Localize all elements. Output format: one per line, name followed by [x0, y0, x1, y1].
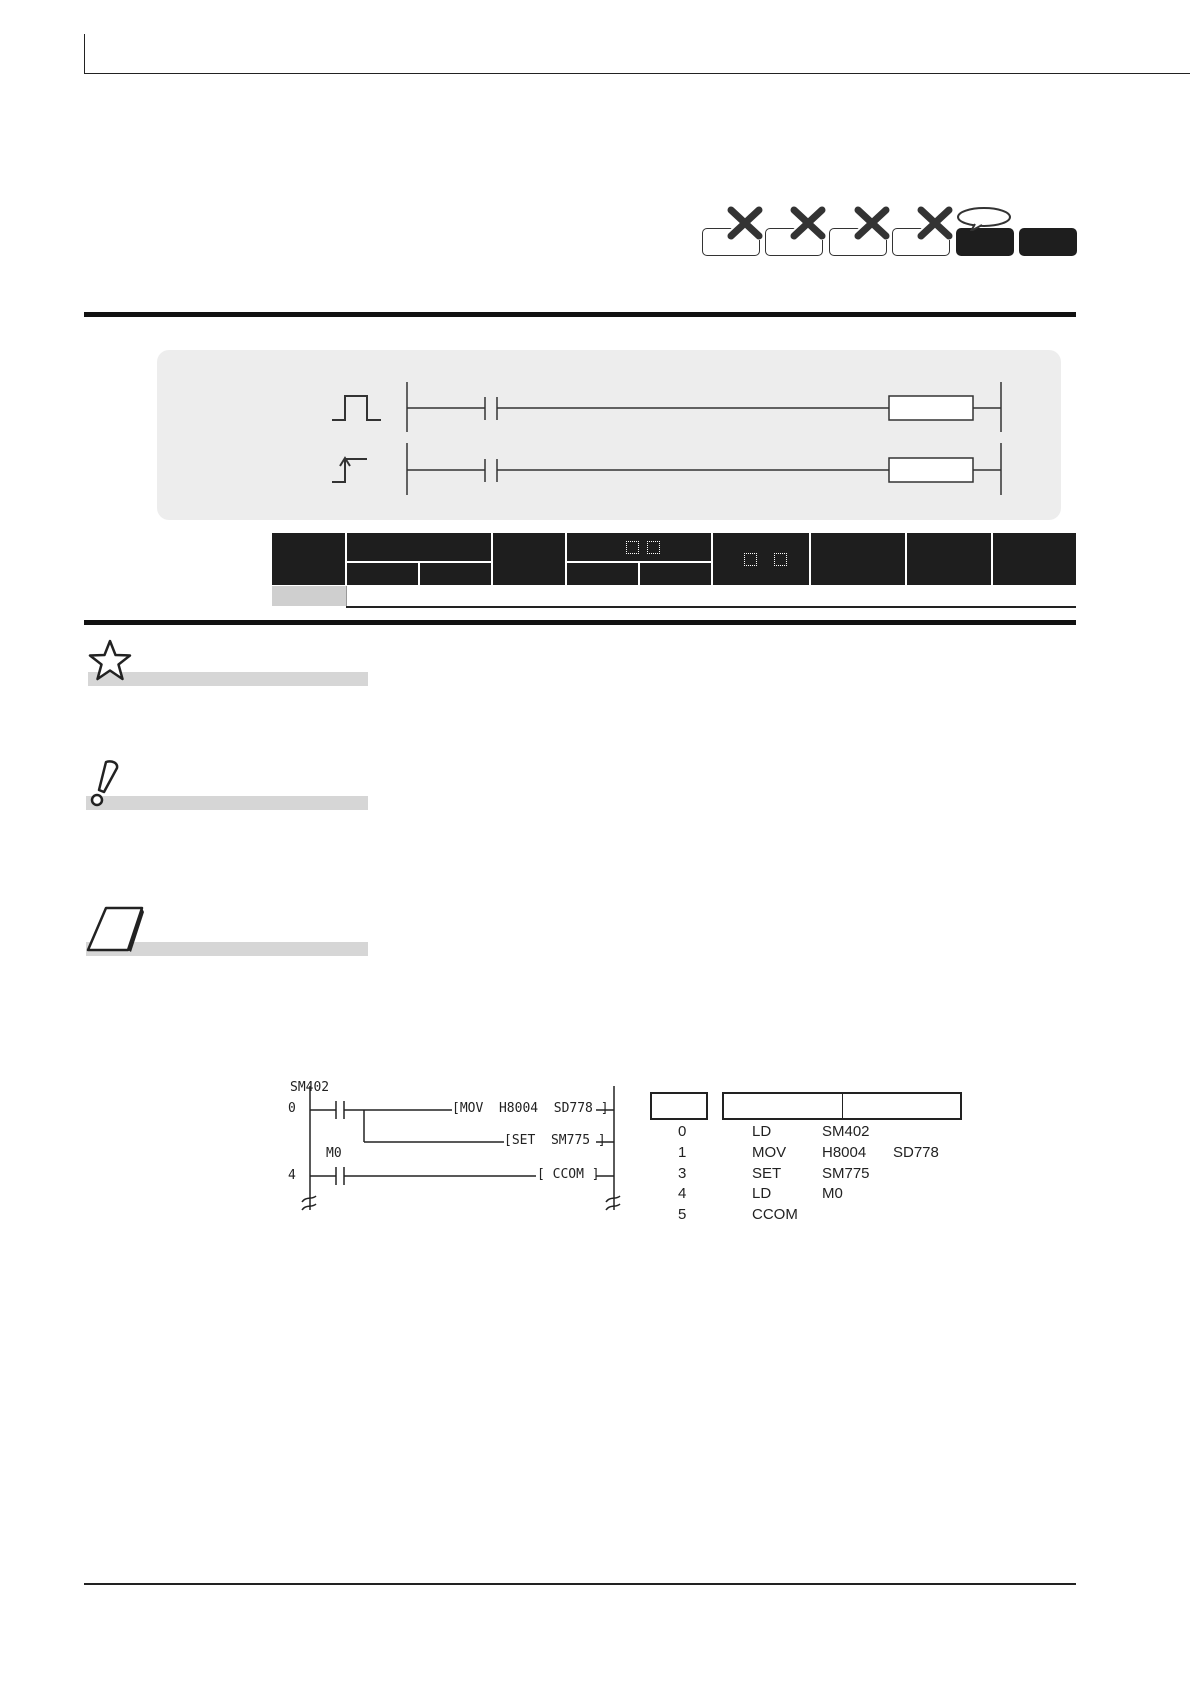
header-rule [84, 73, 1190, 74]
listing-op: SET [752, 1165, 782, 1182]
dotted-box-icon [774, 553, 787, 566]
note-card-icon [84, 904, 148, 954]
cross-icon [853, 206, 891, 240]
pulse-icon [332, 396, 381, 420]
instruction-ladder [157, 350, 1061, 520]
contact-label-m0: M0 [326, 1146, 342, 1161]
rising-edge-icon [332, 459, 367, 482]
listing-op: MOV [752, 1144, 787, 1161]
listing-arg1: SM402 [822, 1123, 870, 1140]
instruction-ccom: [ CCOM ] [537, 1167, 600, 1182]
cross-icon [916, 206, 954, 240]
listing-op: CCOM [752, 1206, 798, 1223]
instruction-mov: [MOV H8004 SD778 ] [452, 1101, 609, 1116]
listing-step: 4 [678, 1185, 687, 1202]
listing-arg1: SM775 [822, 1165, 870, 1182]
cross-icon [726, 206, 764, 240]
listing-arg1: M0 [822, 1185, 843, 1202]
listing-op: LD [752, 1185, 772, 1202]
table-row-label-cell [272, 586, 346, 606]
table-bottom-rule [346, 606, 1076, 608]
footer-rule [84, 1583, 1076, 1585]
section-rule-top [84, 312, 1076, 317]
listing-step: 1 [678, 1144, 687, 1161]
instruction-set: [SET SM775 ] [504, 1133, 606, 1148]
listing-step: 5 [678, 1206, 687, 1223]
listing-header-step [650, 1092, 708, 1120]
cpu-badge-6 [1019, 228, 1077, 256]
star-icon [86, 637, 134, 685]
step-number-4: 4 [288, 1168, 296, 1183]
section-rule-bottom [84, 620, 1076, 625]
listing-op: LD [752, 1123, 772, 1140]
contact-label-sm402: SM402 [290, 1080, 330, 1095]
dotted-box-icon [647, 541, 660, 554]
dotted-box-icon [744, 553, 757, 566]
exclamation-icon [84, 758, 132, 808]
listing-arg2: SD778 [893, 1144, 939, 1161]
speech-bubble-icon [955, 207, 1013, 231]
dotted-box-icon [626, 541, 639, 554]
listing-step: 0 [678, 1123, 687, 1140]
header-rule-vertical [84, 34, 85, 74]
cpu-badge-5 [956, 228, 1014, 256]
listing-arg1: H8004 [822, 1144, 867, 1161]
listing-step: 3 [678, 1165, 687, 1182]
cross-icon [789, 206, 827, 240]
step-number-0: 0 [288, 1101, 296, 1116]
